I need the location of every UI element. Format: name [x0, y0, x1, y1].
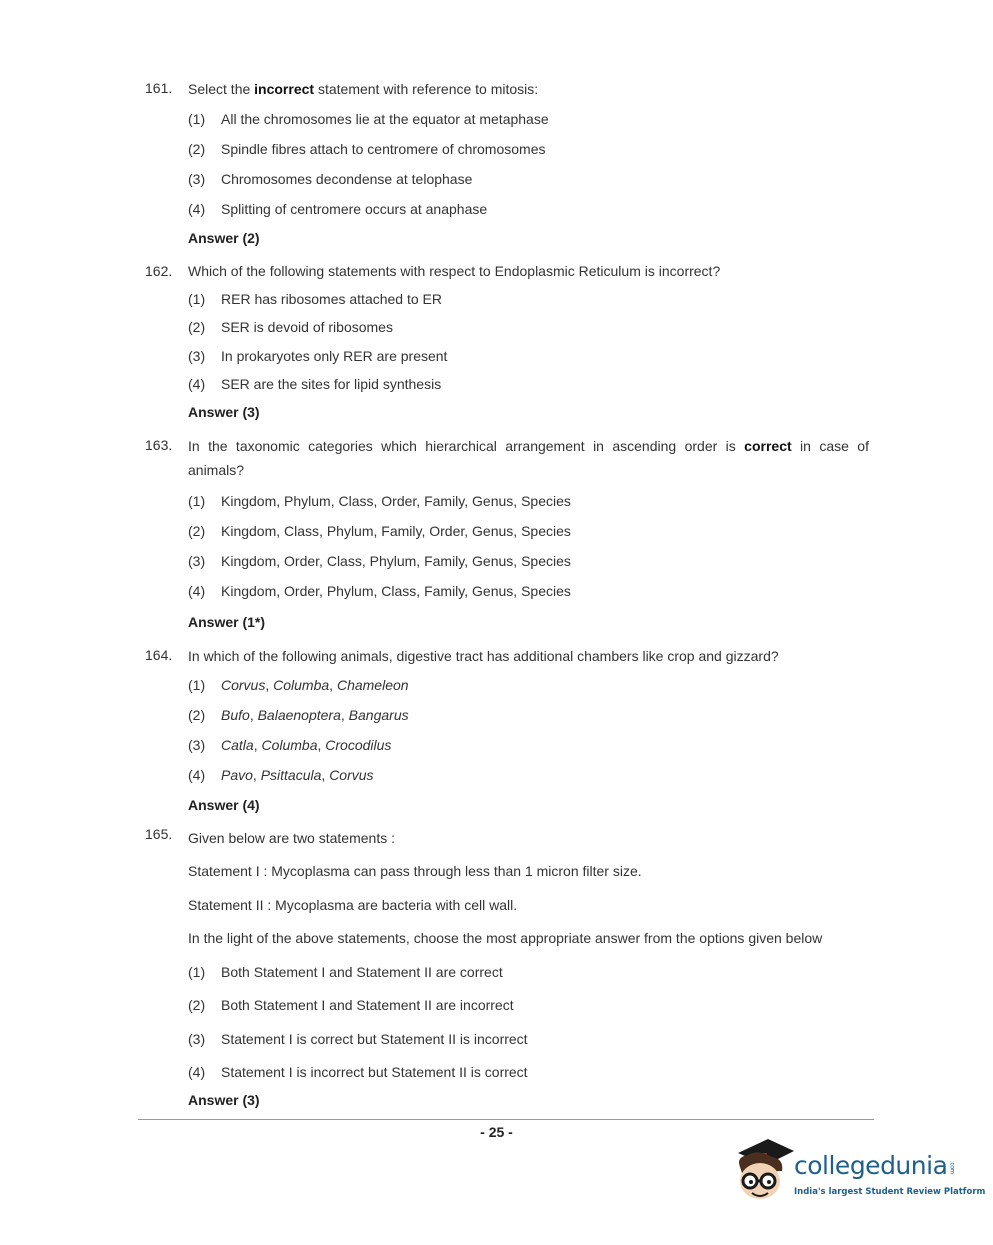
- statement-one: Statement I : Mycoplasma can pass through less than 1 micron filter size.: [188, 863, 642, 879]
- option-number: (3): [188, 1031, 206, 1047]
- answer: Answer (2): [188, 230, 260, 246]
- option-number: (1): [188, 677, 206, 693]
- option-text: Kingdom, Class, Phylum, Family, Order, Genus, Species: [221, 523, 571, 539]
- mascot-icon: [732, 1137, 796, 1209]
- question-stem: Which of the following statements with respect to Endoplasmic Reticulum is incorrect?: [188, 263, 721, 279]
- question-stem: Select the incorrect statement with reference to mitosis:: [188, 81, 539, 97]
- option-number: (4): [188, 583, 206, 599]
- option-text: Splitting of centromere occurs at anaphase: [221, 201, 488, 217]
- instruction-text: In the light of the above statements, choose the most appropriate answer from the options given below: [188, 930, 823, 946]
- option-text: All the chromosomes lie at the equator at metaphase: [221, 111, 549, 127]
- page-number: - 25 -: [480, 1124, 513, 1140]
- logo-tagline: India's largest Student Review Platform: [794, 1187, 986, 1197]
- answer: Answer (4): [188, 797, 260, 813]
- option-text: Catla, Columba, Crocodilus: [221, 737, 392, 753]
- option-number: (1): [188, 964, 206, 980]
- option-number: (3): [188, 553, 206, 569]
- option-number: (2): [188, 707, 206, 723]
- collegedunia-logo[interactable]: [732, 1137, 986, 1209]
- footer-divider: [138, 1119, 874, 1120]
- option-text: Pavo, Psittacula, Corvus: [221, 767, 374, 783]
- option-number: (1): [188, 291, 206, 307]
- option-number: (1): [188, 493, 206, 509]
- option-text: Bufo, Balaenoptera, Bangarus: [221, 707, 409, 723]
- option-text: Statement I is correct but Statement II is incorrect: [221, 1031, 528, 1047]
- option-text: SER is devoid of ribosomes: [221, 319, 393, 335]
- question-stem: In which of the following animals, digestive tract has additional chambers like crop and gizzard?: [188, 648, 779, 664]
- option-text: SER are the sites for lipid synthesis: [221, 376, 442, 392]
- option-number: (3): [188, 348, 206, 364]
- option-text: Kingdom, Order, Phylum, Class, Family, Genus, Species: [221, 583, 571, 599]
- answer: Answer (3): [188, 1092, 260, 1108]
- answer: Answer (3): [188, 404, 260, 420]
- option-text: Corvus, Columba, Chameleon: [221, 677, 409, 693]
- option-number: (4): [188, 376, 206, 392]
- question-number: 163.: [145, 437, 173, 453]
- option-text: Statement I is incorrect but Statement II is correct: [221, 1064, 528, 1080]
- option-number: (1): [188, 111, 206, 127]
- option-text: In prokaryotes only RER are present: [221, 348, 448, 364]
- option-text: Spindle fibres attach to centromere of chromosomes: [221, 141, 546, 157]
- option-text: Kingdom, Phylum, Class, Order, Family, Genus, Species: [221, 493, 571, 509]
- question-number: 165.: [145, 826, 173, 842]
- option-number: (2): [188, 141, 206, 157]
- option-number: (2): [188, 319, 206, 335]
- option-text: Both Statement I and Statement II are correct: [221, 964, 503, 980]
- option-text: RER has ribosomes attached to ER: [221, 291, 442, 307]
- logo-wordmark: collegedunia.com: [794, 1151, 956, 1180]
- option-number: (2): [188, 997, 206, 1013]
- option-number: (4): [188, 767, 206, 783]
- option-text: Chromosomes decondense at telophase: [221, 171, 473, 187]
- option-number: (4): [188, 1064, 206, 1080]
- question-stem-line2: animals?: [188, 462, 245, 478]
- answer: Answer (1*): [188, 614, 266, 630]
- option-number: (4): [188, 201, 206, 217]
- question-number: 164.: [145, 647, 173, 663]
- option-number: (3): [188, 171, 206, 187]
- statement-two: Statement II : Mycoplasma are bacteria with cell wall.: [188, 897, 518, 913]
- option-number: (3): [188, 737, 206, 753]
- question-number: 161.: [145, 80, 173, 96]
- option-text: Kingdom, Order, Class, Phylum, Family, Genus, Species: [221, 553, 571, 569]
- option-text: Both Statement I and Statement II are incorrect: [221, 997, 514, 1013]
- option-number: (2): [188, 523, 206, 539]
- question-stem: Given below are two statements :: [188, 830, 395, 846]
- question-stem: In the taxonomic categories which hierarchical arrangement in ascending order is correct in case of: [188, 438, 869, 454]
- question-number: 162.: [145, 263, 173, 279]
